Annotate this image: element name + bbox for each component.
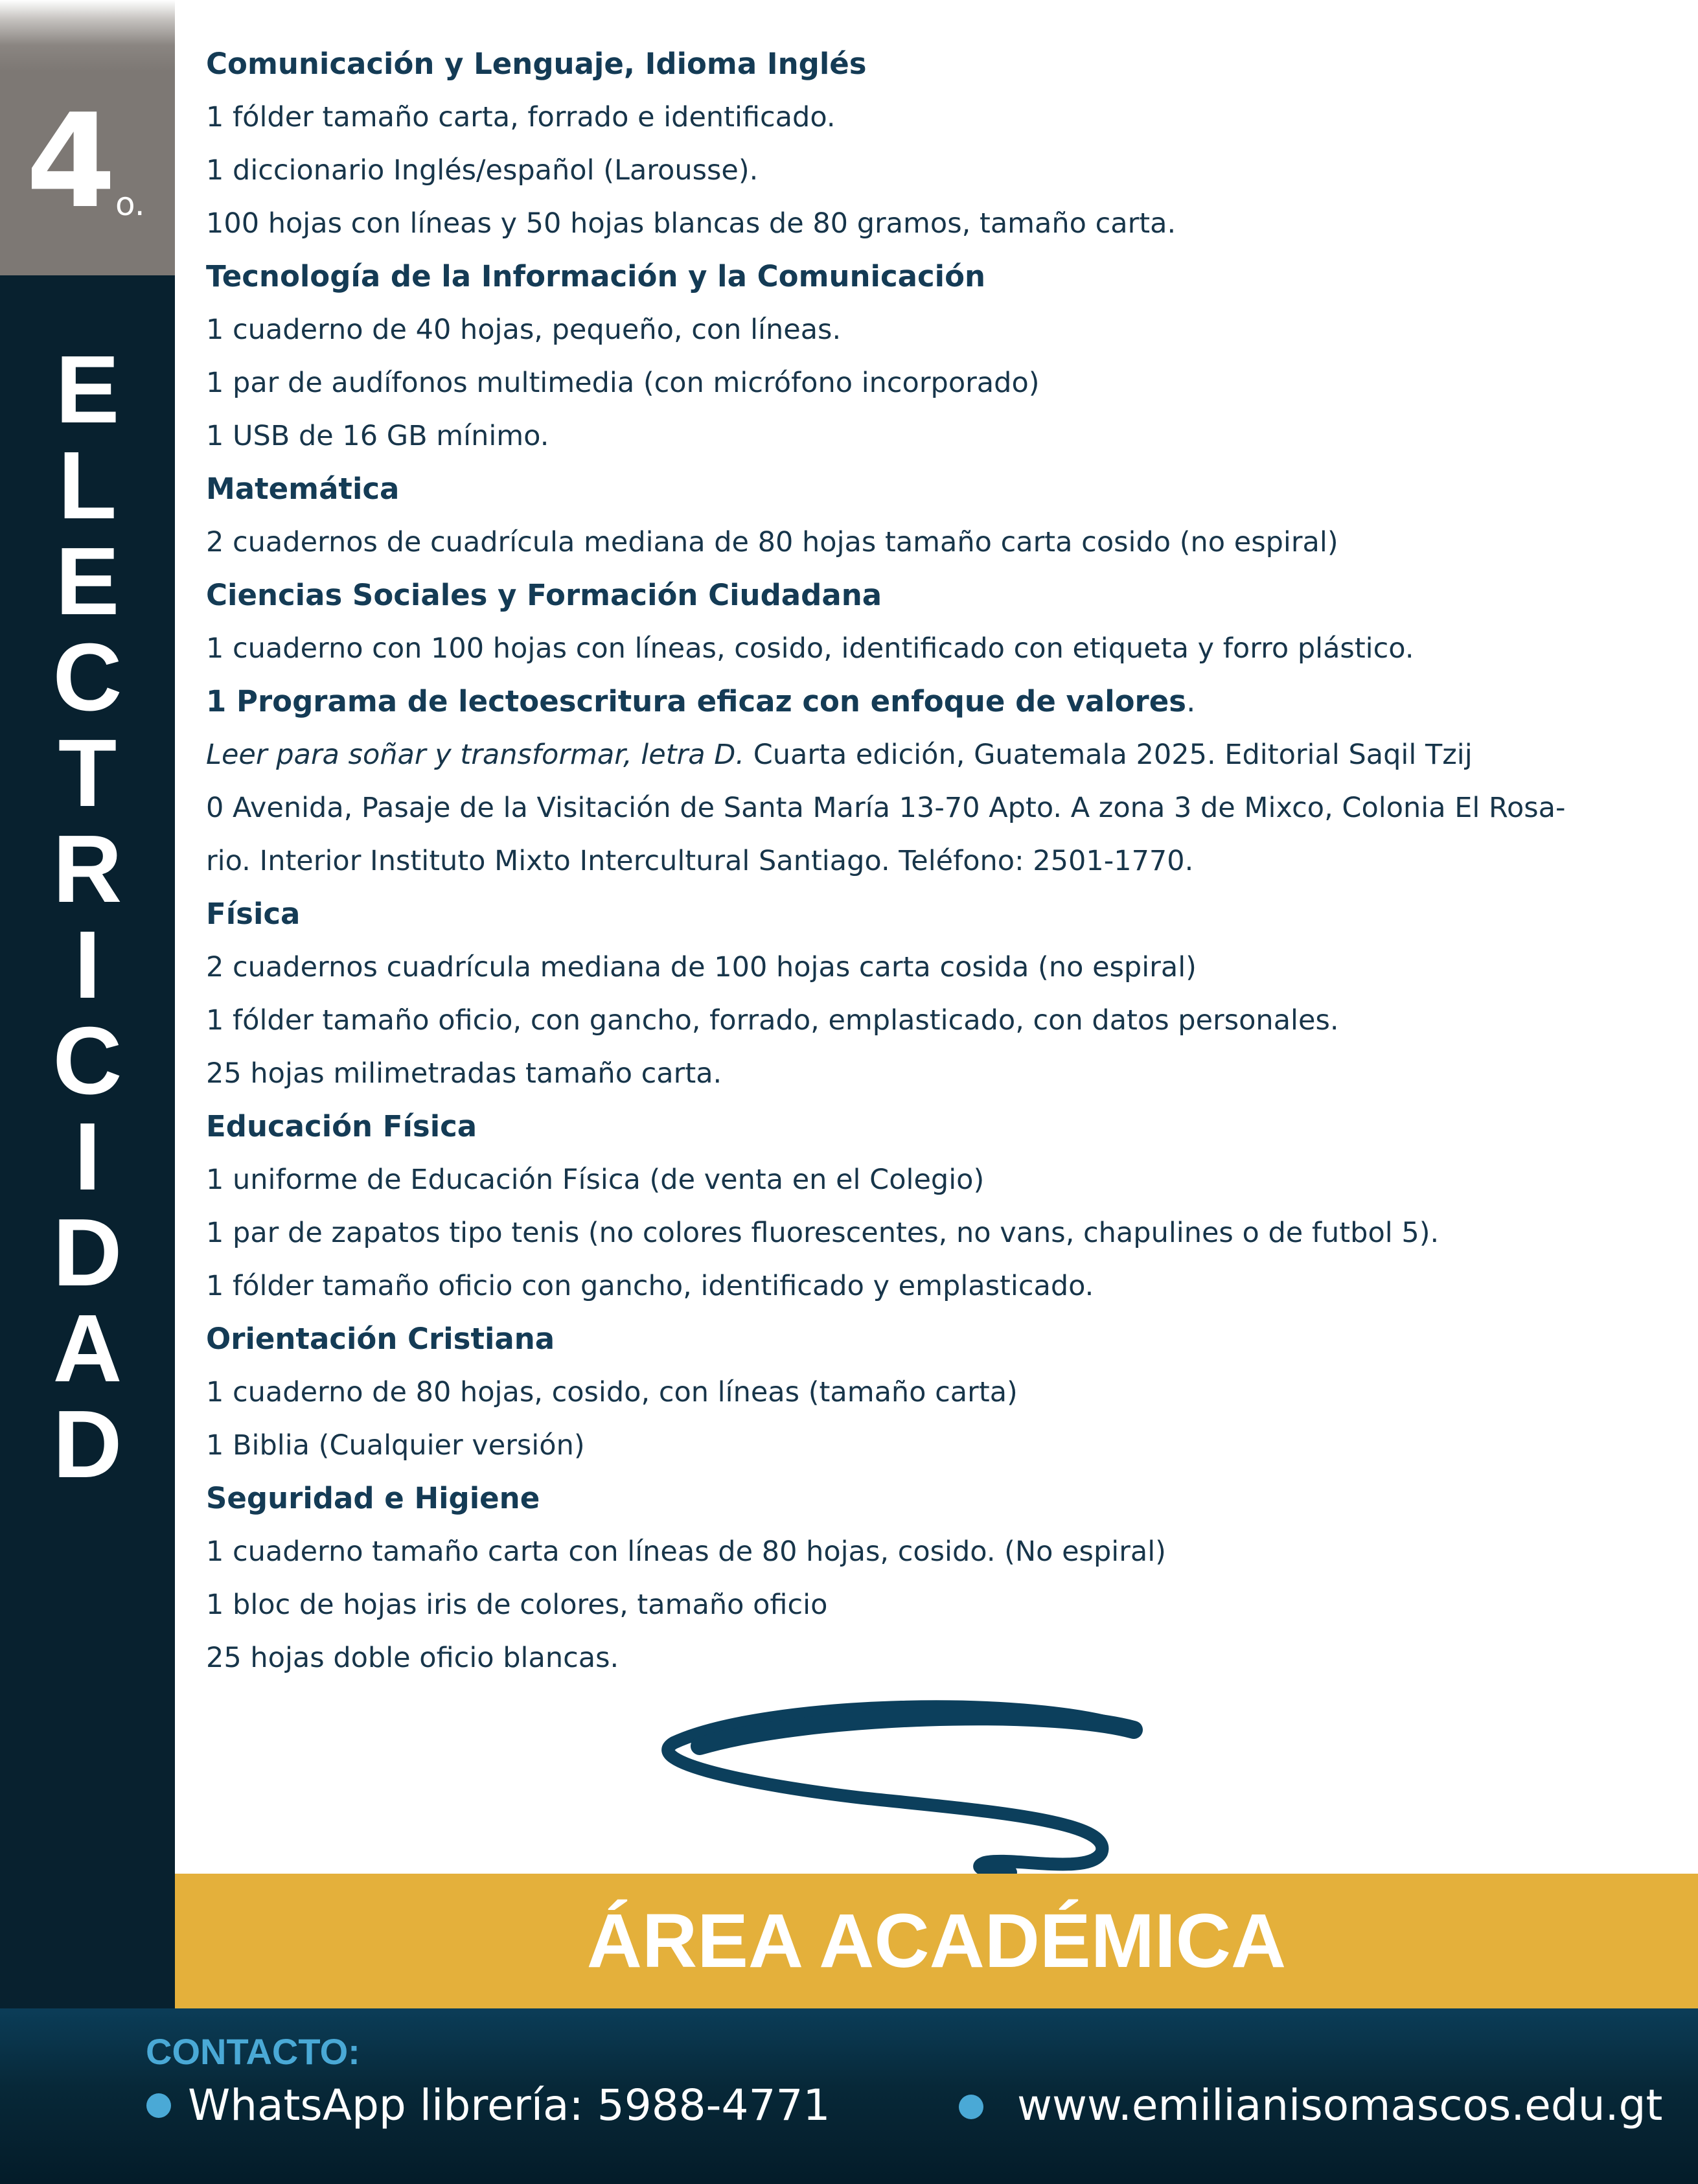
list-item: 1 fólder tamaño carta, forrado e identificado.	[206, 101, 836, 133]
banner-title: ÁREA ACADÉMICA	[586, 1898, 1287, 1984]
list-item: 1 par de zapatos tipo tenis (no colores fluorescentes, no vans, chapulines o de futbol 5).	[206, 1217, 1440, 1249]
vertical-letter: D	[52, 1391, 122, 1498]
section-heading: Matemática	[206, 472, 400, 506]
vertical-letter: R	[52, 816, 122, 923]
list-item: 1 diccionario Inglés/español (Larousse).	[206, 154, 759, 187]
swirl-decoration-icon	[648, 1681, 1153, 1882]
section-heading: Tecnología de la Información y la Comunicación	[206, 259, 986, 293]
list-item: 1 bloc de hojas iris de colores, tamaño oficio	[206, 1589, 828, 1621]
program-title-end: .	[1186, 684, 1196, 718]
vertical-letter: I	[74, 912, 101, 1018]
bullet-dot-icon	[146, 2093, 171, 2118]
vertical-letter: E	[55, 336, 120, 443]
vertical-letter: D	[52, 1199, 122, 1306]
program-address-line: rio. Interior Instituto Mixto Intercultural Santiago. Teléfono: 2501-1770.	[206, 845, 1194, 877]
bullet-dot-icon	[959, 2095, 983, 2119]
section-heading: Orientación Cristiana	[206, 1322, 555, 1356]
list-item: 25 hojas milimetradas tamaño carta.	[206, 1057, 722, 1090]
program-book-line	[206, 728, 1670, 781]
vertical-word-electricidad	[0, 336, 175, 1498]
section-heading: Ciencias Sociales y Formación Ciudadana	[206, 578, 882, 612]
grade-suffix: o.	[115, 185, 145, 223]
program-address-line: 0 Avenida, Pasaje de la Visitación de Santa María 13-70 Apto. A zona 3 de Mixco, Colonia El Rosa-	[206, 792, 1566, 824]
vertical-letter: I	[74, 1103, 101, 1210]
list-item: 1 cuaderno de 80 hojas, cosido, con líneas (tamaño carta)	[206, 1376, 1018, 1408]
program-edition: Cuarta edición, Guatemala 2025. Editorial Saqil Tzij	[744, 739, 1473, 771]
vertical-letter: A	[52, 1295, 122, 1402]
vertical-letter: L	[58, 432, 117, 539]
vertical-letter: E	[55, 528, 120, 635]
list-item: 1 cuaderno con 100 hojas con líneas, cosido, identificado con etiqueta y forro plástico.	[206, 632, 1414, 665]
list-item: 25 hojas doble oficio blancas.	[206, 1642, 619, 1674]
section-heading: Educación Física	[206, 1109, 477, 1144]
supply-list	[206, 38, 1670, 1684]
website-link[interactable]: www.emilianisomascos.edu.gt	[1017, 2080, 1663, 2130]
area-banner	[175, 1874, 1698, 2008]
vertical-letter: T	[58, 720, 117, 827]
grade-number: 4	[26, 86, 117, 237]
list-item: 1 Biblia (Cualquier versión)	[206, 1429, 585, 1462]
contact-label: CONTACTO:	[146, 2031, 360, 2072]
vertical-letter: C	[52, 624, 122, 731]
list-item: 2 cuadernos de cuadrícula mediana de 80 hojas tamaño carta cosido (no espiral)	[206, 526, 1338, 558]
program-book: Leer para soñar y transformar, letra D.	[206, 739, 745, 771]
program-heading	[206, 675, 1670, 728]
sidebar	[0, 0, 175, 2008]
list-item: 1 cuaderno de 40 hojas, pequeño, con líneas.	[206, 314, 842, 346]
section-heading: Seguridad e Higiene	[206, 1481, 540, 1515]
list-item: 1 USB de 16 GB mínimo.	[206, 420, 549, 452]
list-item: 2 cuadernos cuadrícula mediana de 100 hojas carta cosida (no espiral)	[206, 951, 1197, 983]
list-item: 1 uniforme de Educación Física (de venta en el Colegio)	[206, 1164, 985, 1196]
program-title: 1 Programa de lectoescritura eficaz con enfoque de valores	[206, 684, 1187, 718]
list-item: 1 par de audífonos multimedia (con micrófono incorporado)	[206, 367, 1040, 399]
whatsapp-contact: WhatsApp librería: 5988-4771	[188, 2080, 831, 2130]
list-item: 1 fólder tamaño oficio con gancho, identificado y emplasticado.	[206, 1270, 1094, 1302]
list-item: 1 cuaderno tamaño carta con líneas de 80 hojas, cosido. (No espiral)	[206, 1535, 1166, 1568]
section-heading: Física	[206, 897, 301, 931]
section-heading: Comunicación y Lenguaje, Idioma Inglés	[206, 47, 867, 81]
list-item: 100 hojas con líneas y 50 hojas blancas de 80 gramos, tamaño carta.	[206, 207, 1176, 240]
vertical-letter: C	[52, 1007, 122, 1114]
grade-box	[0, 0, 175, 275]
list-item: 1 fólder tamaño oficio, con gancho, forrado, emplasticado, con datos personales.	[206, 1004, 1339, 1037]
